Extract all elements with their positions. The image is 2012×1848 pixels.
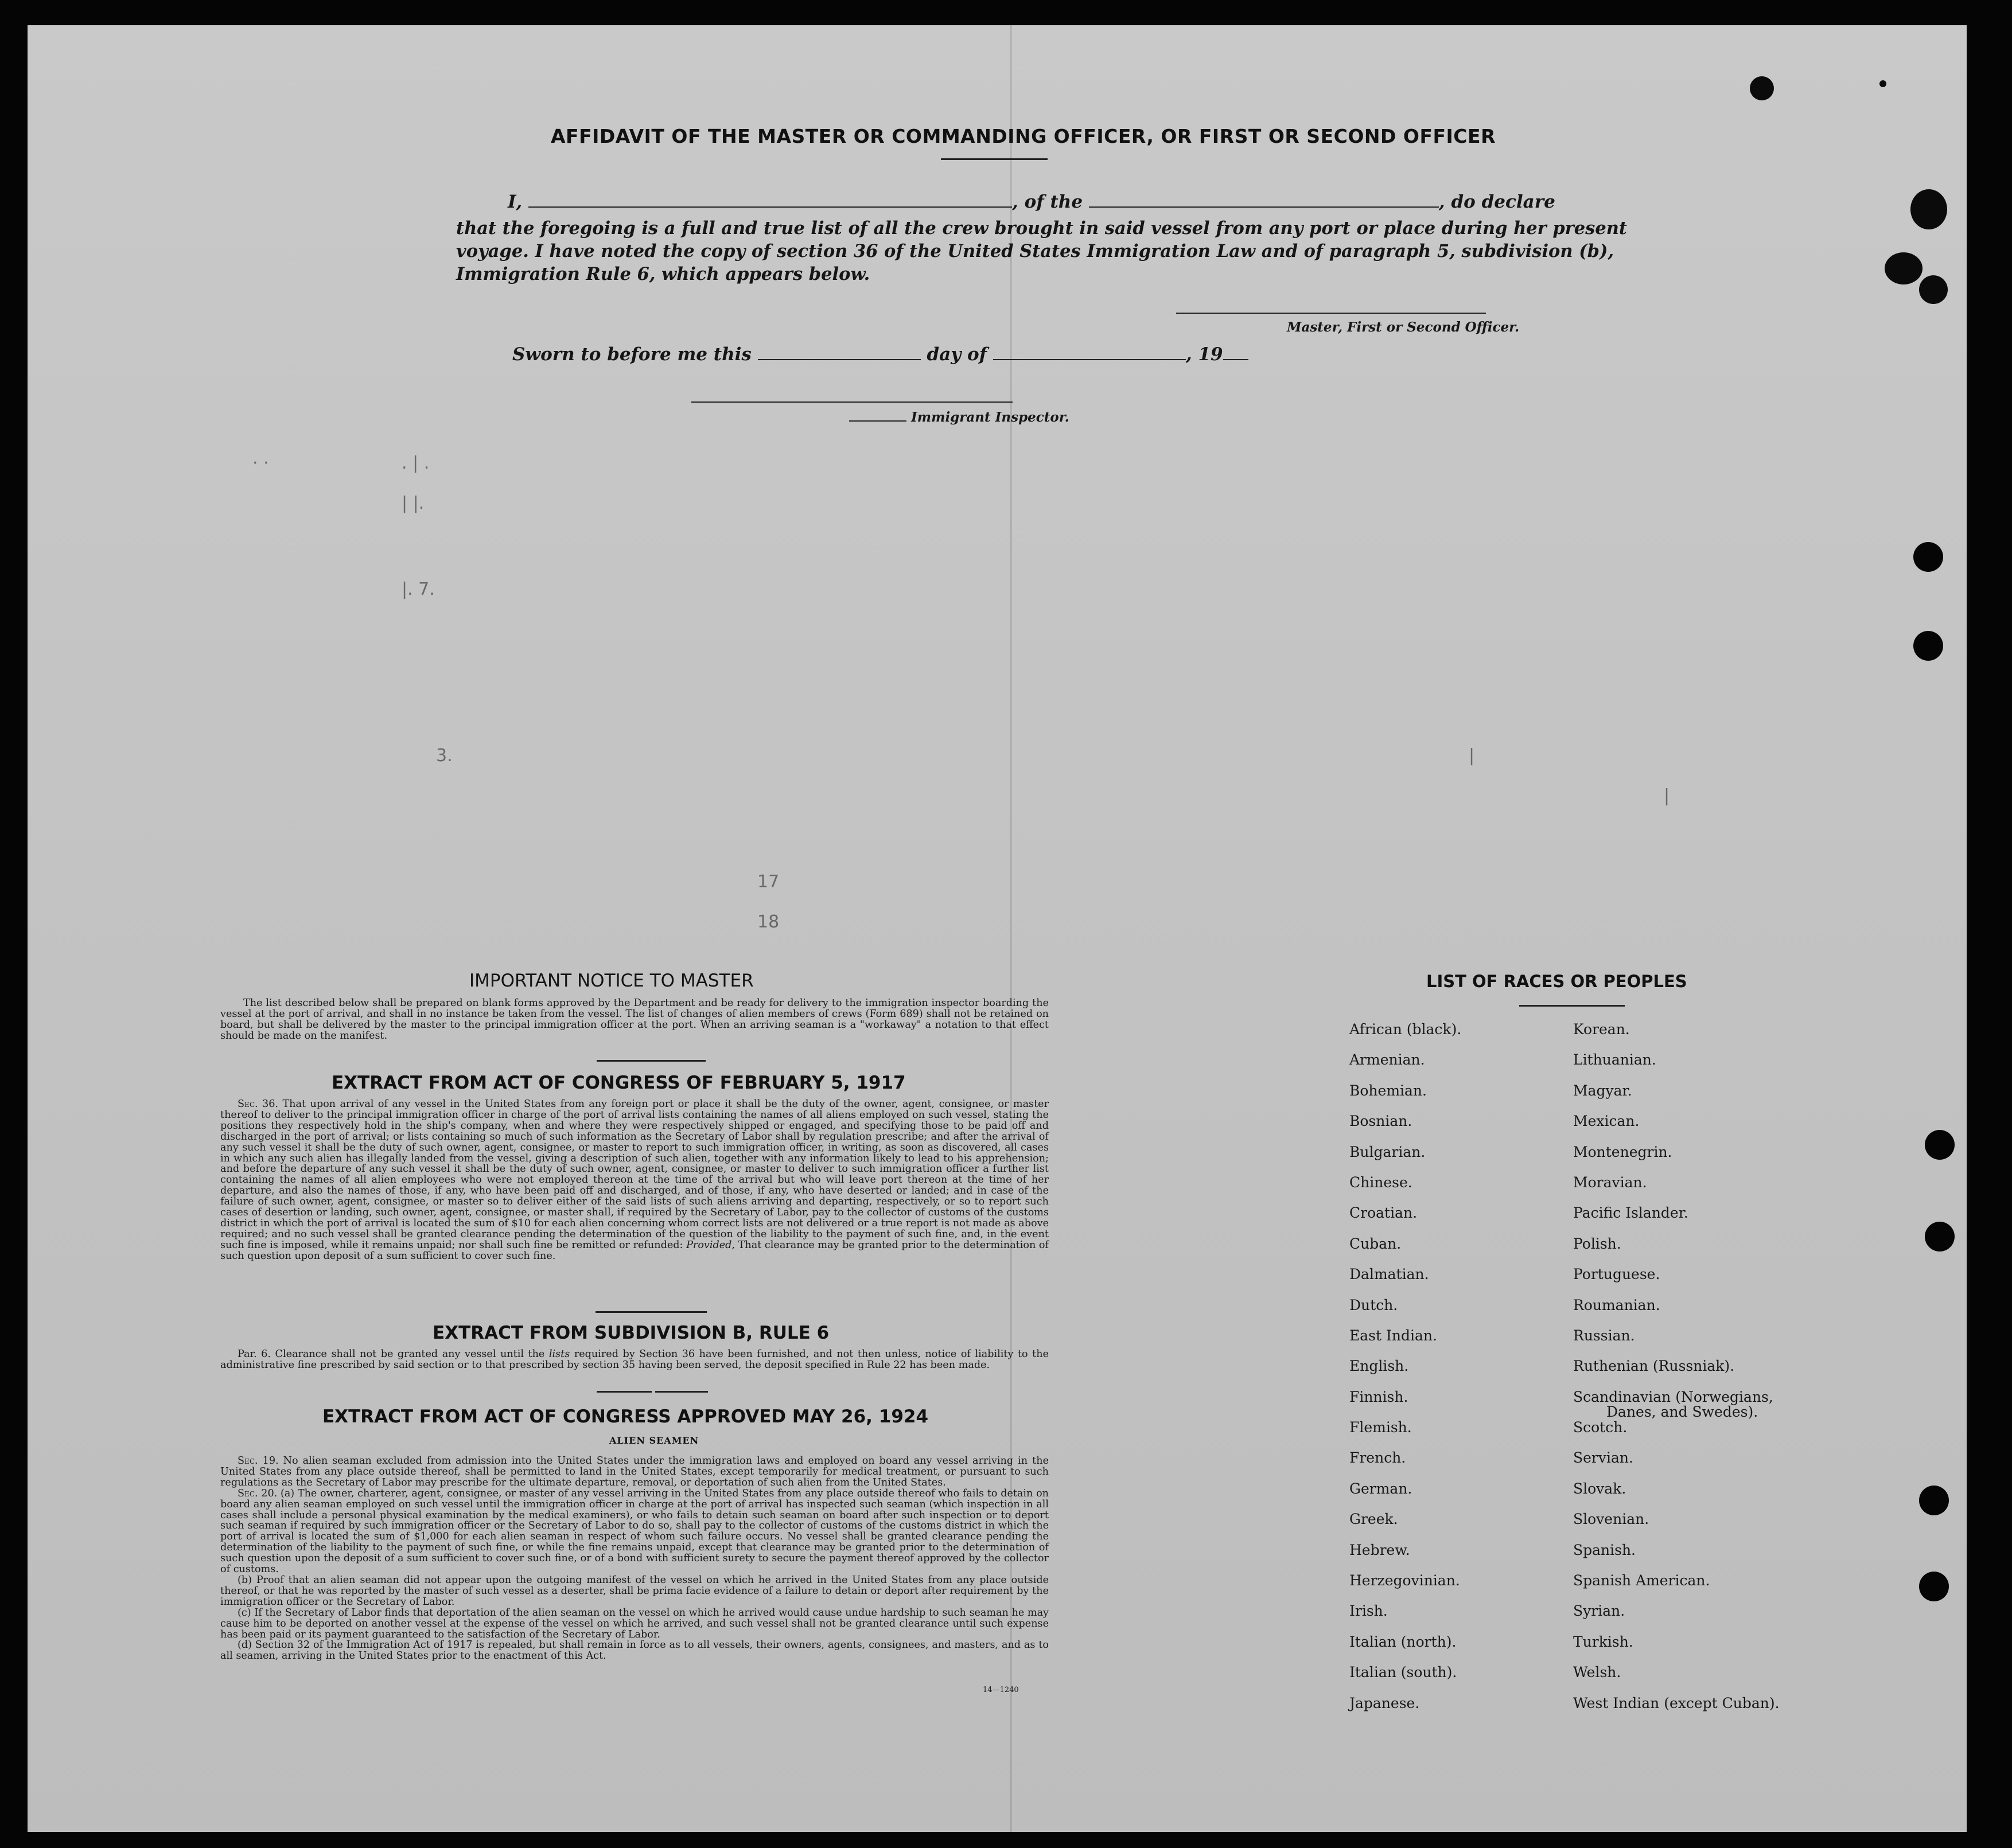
bleed-through-marks: . | . [402, 453, 430, 473]
race-item: Roumanian. [1573, 1296, 1660, 1313]
proviso-text: That clearance may be granted prior to the determination of such question upon deposit of a sum sufficient to cover such fine. [220, 1239, 1049, 1262]
form-number: 14—1240 [983, 1686, 1019, 1694]
punch-hole [1919, 1572, 1949, 1601]
bleed-through-marks: · · [252, 453, 269, 473]
race-item: African (black). [1349, 1021, 1462, 1038]
race-item: Slovak. [1573, 1480, 1626, 1497]
race-item: Japanese. [1349, 1694, 1420, 1711]
race-item [1573, 1390, 1814, 1420]
race-item: Dutch. [1349, 1296, 1398, 1313]
race-item: Greek. [1349, 1511, 1398, 1528]
sworn-line [512, 344, 1248, 365]
extract-1917-title: EXTRACT FROM ACT OF CONGRESS OF FEBRUARY 5, 1917 [332, 1073, 906, 1093]
race-item: Finnish. [1349, 1388, 1408, 1405]
bleed-through-marks: | [1469, 746, 1475, 766]
races-title-rule [1519, 1005, 1625, 1007]
race-item: West Indian (except Cuban). [1573, 1694, 1780, 1711]
race-item: Italian (south). [1349, 1664, 1457, 1681]
sec-20d-text: (d) Section 32 of the Immigration Act of 1917 is repealed, but shall remain in force as to all vessels, their owners, agents, consignees, and masters, and as to all seamen, arriving in the United States prior to the enactment of this Act. [220, 1639, 1049, 1662]
bleed-through-marks: 3. [436, 746, 453, 766]
alien-seamen-subtitle: ALIEN SEAMEN [609, 1435, 699, 1446]
race-item: Irish. [1349, 1603, 1388, 1620]
punch-hole [1913, 542, 1943, 572]
affidavit-declare-label: , do declare [1438, 192, 1555, 212]
race-item: Italian (north). [1349, 1633, 1457, 1650]
races-left-column [1349, 1022, 1590, 1726]
race-item: German. [1349, 1480, 1412, 1497]
race-item: Spanish. [1573, 1541, 1636, 1558]
proviso-label: Provided, [686, 1239, 735, 1251]
race-item: Bosnian. [1349, 1113, 1412, 1130]
race-item: Portuguese. [1573, 1266, 1660, 1283]
race-item: Lithuanian. [1573, 1051, 1656, 1069]
sworn-year-field[interactable] [1223, 359, 1248, 360]
par-6-label: Par. 6. [238, 1348, 271, 1360]
extract-1917-body [220, 1099, 1049, 1262]
affidavit-line2: that the foregoing is a full and true list of all the crew brought in said vessel from any port or place during her present [456, 218, 1627, 239]
bleed-through-marks: 18 [757, 912, 780, 932]
race-item: Herzegovinian. [1349, 1572, 1460, 1589]
race-item: Ruthenian (Russniak). [1573, 1358, 1735, 1375]
sec-19-label: Sec. 19. [238, 1455, 279, 1467]
sec-36-text: That upon arrival of any vessel in the United States from any foreign port or place it shall be the duty of the owner, agent, consignee, or master thereof to deliver to the principal immigration officer in charge of the port of arrival lists containing the names of all aliens employed on such vessel, stating the positions they respectively hold in the ship's company, when and where they were respectively shipped or engaged, and specifying those to be paid off and discharged in the port of arrival; or lists containing so much of such information as the Secretary of Labor shall by regulation prescribe; and after the arrival of any such vessel it shall be the duty of such owner, agent, consignee, or master to report to such immigration officer, in writing, as soon as discovered, all cases in which any such alien has illegally landed from the vessel, giving a description of such alien, together with any information likely to lead to his apprehension; and before the departure of any such vessel it shall be the duty of such owner, agent, consignee, or master to deliver to such immigration officer a further list containing the names of all alien employees who were not employed thereon at the time of the arrival but who will leave port thereon at the time of her departure, and also the names of those, if any, who have been paid off and discharged, and of those, if any, who have deserted or landed; and in case of the failure of such owner, agent, consignee, or master so to deliver either of the said lists of such aliens arriving and departing, respectively, or so to report such cases of desertion or landing, such owner, agent, consignee, or master shall, if required by the Secretary of Labor, pay to the collector of customs of the customs district in which the port of arrival is located the sum of $10 for each alien concerning whom correct lists are not delivered or a true report is not made as above required; and no such vessel shall be granted clearance pending the determination of the question of the liability to the payment of such fine, and, in the event such fine is imposed, while it remains unpaid; nor shall such fine be remitted or refunded: [220, 1098, 1049, 1251]
rule-6-text-a: Clearance shall not be granted any vessel until the [275, 1348, 545, 1360]
race-item: Magyar. [1573, 1082, 1632, 1099]
rule-6-lists-word: lists [548, 1348, 570, 1360]
inspector-line [849, 410, 1069, 425]
races-right-column [1573, 1022, 1814, 1726]
day-of-label: day of [927, 344, 987, 365]
race-item: Montenegrin. [1573, 1143, 1672, 1160]
bleed-through-marks: 17 [757, 872, 780, 892]
rule-6-text-b: required by Section 36 have been furnished, and not then unless, notice of liability to the administrative fine prescribed by said section or to that prescribed by section 35 having been served, the deposit specified in Rule 22 has been made. [220, 1348, 1049, 1371]
race-item: Russian. [1573, 1327, 1635, 1344]
race-item: Cuban. [1349, 1235, 1402, 1252]
race-item-line2: Danes, and Swedes). [1606, 1403, 1758, 1420]
race-item: Bulgarian. [1349, 1143, 1426, 1160]
race-item: English. [1349, 1358, 1409, 1375]
race-item: Dalmatian. [1349, 1266, 1429, 1283]
affidavit-line1 [508, 192, 1555, 212]
race-item: Moravian. [1573, 1173, 1647, 1191]
race-item: French. [1349, 1449, 1406, 1467]
master-signature-label: Master, First or Second Officer. [1287, 319, 1520, 335]
inspector-name-field[interactable] [849, 420, 906, 422]
race-item-line1: Scandinavian (Norwegians, [1573, 1388, 1773, 1405]
race-item: Mexican. [1573, 1113, 1640, 1130]
rule-6-rule-right [655, 1391, 708, 1393]
affidavit-title-rule [941, 158, 1048, 160]
affidavit-i-label: I, [508, 192, 523, 212]
race-item: Servian. [1573, 1449, 1633, 1467]
affidavit-of-the-label: , of the [1012, 192, 1083, 212]
race-item: Korean. [1573, 1021, 1630, 1038]
races-title: LIST OF RACES OR PEOPLES [1426, 972, 1687, 991]
race-item: Flemish. [1349, 1419, 1412, 1436]
punch-hole [1913, 631, 1943, 661]
extract-1917-rule [596, 1311, 707, 1313]
race-item: East Indian. [1349, 1327, 1437, 1344]
race-item: Scotch. [1573, 1419, 1628, 1436]
inspector-signature-line[interactable] [691, 401, 1013, 403]
sec-19-text: No alien seaman excluded from admission into the United States under the immigration laws and employed on board any vessel arriving in the United States from any place outside thereof, shall be permitted to land in the United States, except temporarily for medical treatment, or pursuant to such regulations as the Secretary of Labor may prescribe for the ultimate departure, removal, or deportation of such alien from the United States. [220, 1455, 1049, 1488]
race-item: Hebrew. [1349, 1541, 1410, 1558]
ink-blot [1879, 80, 1886, 87]
notice-title: IMPORTANT NOTICE TO MASTER [469, 970, 754, 991]
extract-1924-title: EXTRACT FROM ACT OF CONGRESS APPROVED MAY 26, 1924 [322, 1406, 929, 1427]
bleed-through-marks: | |. [402, 493, 425, 513]
rule-6-body [220, 1349, 1049, 1371]
sec-20a-text: (a) The owner, charterer, agent, consignee, or master of any vessel arriving in the United States from any place outside thereof who fails to detain on board any alien seaman employed on such vessel until the immigration officer in charge at the port of arrival has inspected such seaman (which inspection in all cases shall include a personal physical examination by the medical examiners), or who fails to detain such seaman on board after such inspection or to deport such seaman if required by such immigration officer or the Secretary of Labor to do so, shall pay to the collector of customs of the customs district in which the port of arrival is located the sum of $1,000 for each alien seaman in respect of whom such failure occurs. No vessel shall be granted clearance pending the determination of the liability to the payment of such fine, or while the fine remains unpaid, except that clearance may be granted prior to the determination of such question upon the deposit of a sum sufficient to cover such fine, or of a bond with sufficient surety to secure the payment thereof approved by the collector of customs. [220, 1487, 1049, 1576]
ink-blot [1750, 76, 1774, 100]
sworn-label: Sworn to before me this [512, 344, 752, 365]
race-item: Welsh. [1573, 1664, 1621, 1681]
bleed-through-marks: | [1664, 786, 1670, 806]
affidavit-line3: voyage. I have noted the copy of section 36 of the United States Immigration Law and of paragraph 5, subdivision (b), [456, 241, 1614, 262]
declarant-name-field[interactable] [528, 206, 1012, 208]
race-item: Slovenian. [1573, 1511, 1649, 1528]
notice-rule [597, 1060, 706, 1062]
punch-hole [1925, 1130, 1955, 1160]
race-item: Turkish. [1573, 1633, 1633, 1650]
inspector-label: Immigrant Inspector. [911, 410, 1069, 425]
year-prefix-label: , 19 [1185, 344, 1223, 365]
notice-body: The list described below shall be prepared on blank forms approved by the Department and be ready for delivery to the immigration inspector boarding the vessel at the port of arrival, and shall in no instance be taken from the vessel. The list of changes of alien members of crews (Form 689) shall not be retained on board, but shall be delivered by the master to the principal immigration officer at the port. When an arriving seaman is a "workaway" a notation to that effect should be made on the manifest. [220, 997, 1049, 1042]
vessel-name-field[interactable] [1089, 206, 1439, 208]
ink-blot [1885, 252, 1923, 284]
rule-6-title: EXTRACT FROM SUBDIVISION B, RULE 6 [433, 1323, 830, 1343]
sworn-month-field[interactable] [993, 359, 1186, 360]
ink-blot [1919, 275, 1948, 304]
race-item: Bohemian. [1349, 1082, 1427, 1099]
sec-20b-text: (b) Proof that an alien seaman did not appear upon the outgoing manifest of the vessel on which he arrived in the United States from any place outside thereof, or that he was reported by the master of such vessel as a deserter, shall be prima facie evidence of a failure to detain or deport after requirement by the immigration officer or the Secretary of Labor. [220, 1574, 1049, 1608]
race-item: Polish. [1573, 1235, 1621, 1252]
race-item: Spanish American. [1573, 1572, 1710, 1589]
rule-6-rule-left [597, 1391, 652, 1393]
sworn-day-field[interactable] [758, 359, 921, 360]
punch-hole [1919, 1486, 1949, 1515]
race-item: Chinese. [1349, 1173, 1412, 1191]
affidavit-line4: Immigration Rule 6, which appears below. [456, 264, 870, 284]
extract-1924-body [220, 1456, 1049, 1662]
master-signature-line[interactable] [1176, 313, 1486, 314]
affidavit-title: AFFIDAVIT OF THE MASTER OR COMMANDING OFFICER, OR FIRST OR SECOND OFFICER [551, 125, 1496, 147]
race-item: Syrian. [1573, 1603, 1625, 1620]
bleed-through-marks: |. 7. [402, 579, 435, 599]
ink-blot [1910, 189, 1947, 229]
race-item: Croatian. [1349, 1204, 1418, 1222]
punch-hole [1925, 1222, 1955, 1252]
race-item: Armenian. [1349, 1051, 1425, 1069]
sec-20-label: Sec. 20. [238, 1487, 278, 1499]
sec-20c-text: (c) If the Secretary of Labor finds that deportation of the alien seaman on the vessel on which he arrived would cause undue hardship to such seaman he may cause him to be deported on another vessel at the expense of the vessel on which he arrived, and such vessel shall not be granted clearance until such expense has been paid or its payment guaranteed to the satisfaction of the Secretary of Labor. [220, 1607, 1049, 1640]
race-item: Pacific Islander. [1573, 1204, 1688, 1222]
sec-36-label: Sec. 36. [238, 1098, 278, 1110]
